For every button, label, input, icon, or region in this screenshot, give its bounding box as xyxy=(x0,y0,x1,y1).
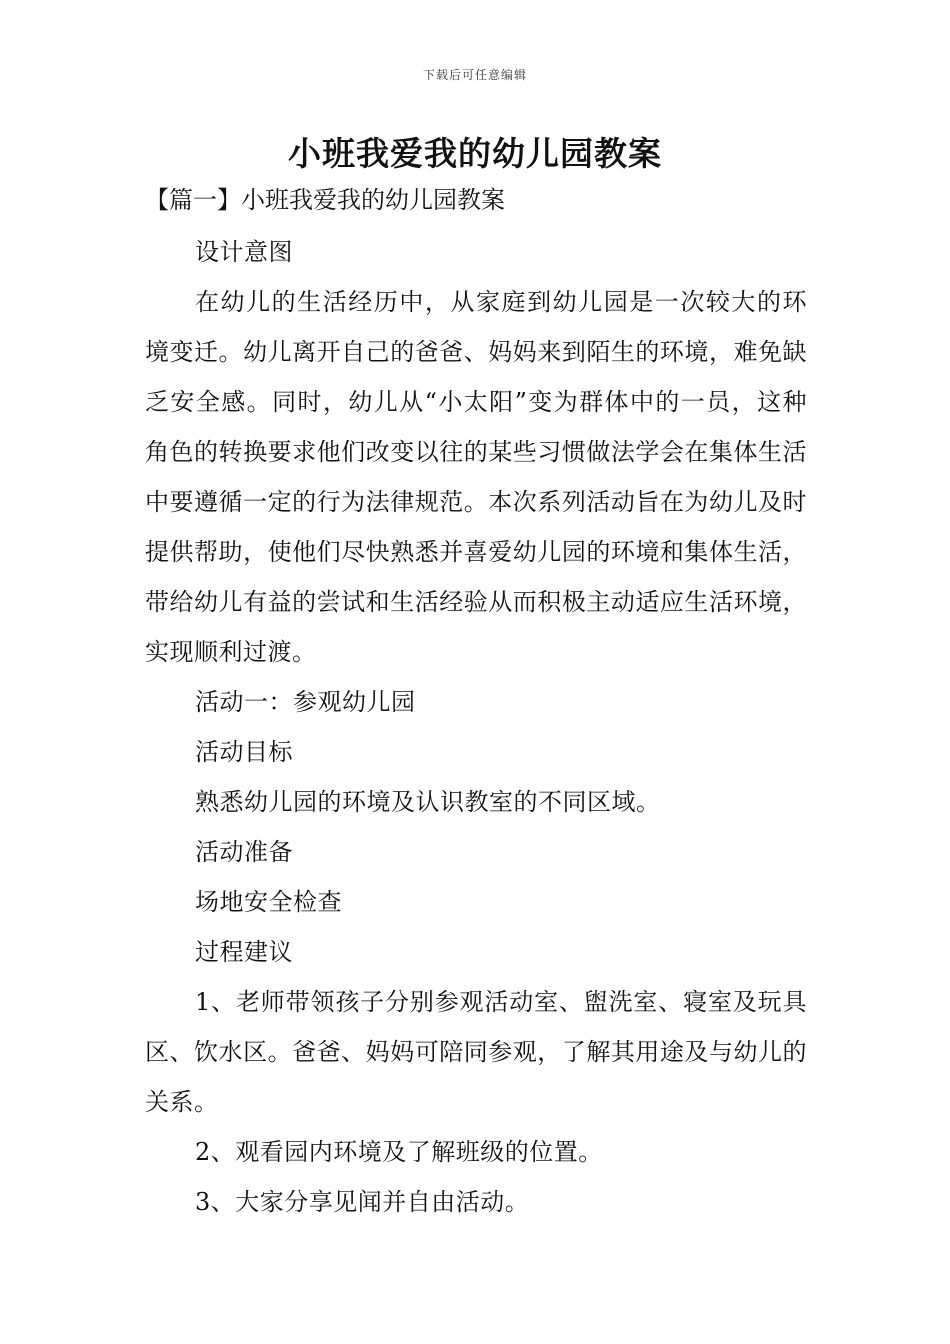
paragraph-step-1: 1、老师带领孩子分别参观活动室、盥洗室、寝室及玩具区、饮水区。爸爸、妈妈可陪同参观，了解其用途及与幼儿的关系。 xyxy=(145,988,807,1116)
paragraph-preparation-heading: 活动准备 xyxy=(195,838,293,866)
paragraph-design-intent-body: 在幼儿的生活经历中，从家庭到幼儿园是一次较大的环境变迁。幼儿离开自己的爸爸、妈妈来到陌生的环境，难免缺乏安全感。同时，幼儿从“小太阳”变为群体中的一员，这种角色的转换要求他们改变以往的某些习惯做法学会在集体生活中要遵循一定的行为法律规范。本次系列活动旨在为幼儿及时提供帮助，使他们尽快熟悉并喜爱幼儿园的环境和集体生活，带给幼儿有益的尝试和生活经验从而积极主动适应生活环境，实现顺利过渡。 xyxy=(145,288,807,666)
paragraph-step-2: 2、观看园内环境及了解班级的位置。 xyxy=(195,1138,603,1166)
paragraph-activity-one: 活动一：参观幼儿园 xyxy=(195,688,416,716)
paragraph-design-intent-heading: 设计意图 xyxy=(195,238,293,266)
document-title: 小班我爱我的幼儿园教案 xyxy=(288,134,662,173)
document-body xyxy=(145,227,807,1227)
paragraph-activity-goal: 熟悉幼儿园的环境及认识教室的不同区域。 xyxy=(195,788,661,816)
paragraph-preparation: 场地安全检查 xyxy=(195,888,342,916)
paragraph-process-heading: 过程建议 xyxy=(195,938,293,966)
paragraph-step-3: 3、大家分享见闻并自由活动。 xyxy=(195,1188,530,1216)
header-note: 下载后可任意编辑 xyxy=(422,68,527,82)
section-heading: 【篇一】小班我爱我的幼儿园教案 xyxy=(145,186,505,214)
paragraph-activity-goal-heading: 活动目标 xyxy=(195,738,293,766)
